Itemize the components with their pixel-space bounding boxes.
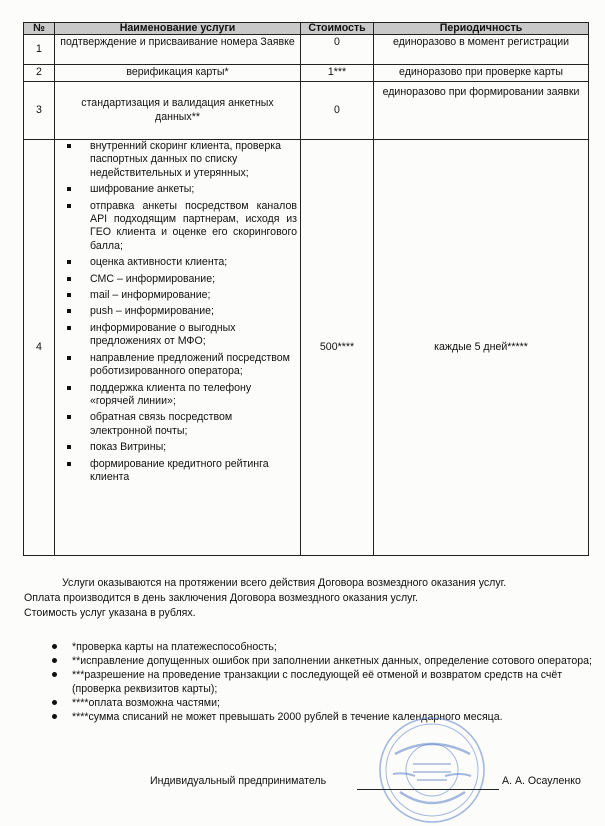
footnote-item: ***разрешение на проведение транзакции с последующей её отменой и возвратом средств на счёт (проверка реквизитов карты); [24, 668, 594, 696]
table-row [24, 140, 589, 556]
row-num: 3 [24, 82, 55, 140]
list-item: показ Витрины; [80, 441, 297, 454]
list-item: внутренний скоринг клиента, проверка паспортных данных по списку недействительных и утерянных; [80, 140, 297, 180]
table-row [24, 82, 589, 140]
list-item: оценка активности клиента; [80, 256, 297, 269]
signature-role: Индивидуальный предприниматель [150, 775, 327, 787]
footnote-item: *проверка карты на платежеспособность; [24, 640, 594, 654]
footnote-item: **исправление допущенных ошибок при заполнении анкетных данных, определение сотового оператора; [24, 654, 594, 668]
list-item: шифрование анкеты; [80, 183, 297, 196]
row-cost: 500**** [301, 140, 374, 556]
list-item: обратная связь посредством электронной почты; [80, 411, 297, 438]
row-num: 4 [24, 140, 55, 556]
row-num: 2 [24, 65, 55, 82]
list-item: направление предложений посредством роботизированного оператора; [80, 352, 297, 379]
list-item: mail – информирование; [80, 289, 297, 302]
row-period: единоразово при формировании заявки [374, 82, 589, 140]
header-name: Наименование услуги [55, 23, 301, 35]
paragraph-currency: Стоимость услуг указана в рублях. [24, 607, 196, 619]
header-cost: Стоимость [301, 23, 374, 35]
table-header-row [24, 23, 589, 35]
list-item: отправка анкеты посредством каналов API подходящим партнерам, исходя из ГЕО клиента и оценке его скорингового балла; [80, 200, 297, 254]
paragraph-term: Услуги оказываются на протяжении всего действия Договора возмездного оказания услуг. [62, 577, 507, 589]
row-cost: 0 [301, 82, 374, 140]
header-num: № [24, 23, 55, 35]
stamp-seal [375, 714, 490, 826]
row-service: стандартизация и валидация анкетных данных** [55, 82, 301, 140]
row-cost: 0 [301, 35, 374, 65]
list-item: формирование кредитного рейтинга клиента [80, 458, 297, 485]
footnote-item: ****сумма списаний не может превышать 2000 рублей в течение календарного месяца. [24, 710, 594, 724]
header-period: Периодичность [374, 23, 589, 35]
signature-line [357, 789, 499, 790]
paragraph-payment: Оплата производится в день заключения Договора возмездного оказания услуг. [24, 592, 418, 604]
list-item: СМС – информирование; [80, 273, 297, 286]
footnotes-list [24, 640, 594, 724]
footnote-item: ****оплата возможна частями; [24, 696, 594, 710]
list-item: push – информирование; [80, 305, 297, 318]
table-row [24, 65, 589, 82]
row-period: каждые 5 дней***** [374, 140, 589, 556]
list-item: поддержка клиента по телефону «горячей линии»; [80, 382, 297, 409]
row-service-list-cell [55, 140, 301, 556]
table-row [24, 35, 589, 65]
row-service: верификация карты* [55, 65, 301, 82]
row-cost: 1*** [301, 65, 374, 82]
services-table [23, 22, 589, 556]
row-service: подтверждение и присваивание номера Заявке [55, 35, 301, 65]
row-period: единоразово при проверке карты [374, 65, 589, 82]
service-list [58, 140, 297, 484]
list-item: информирование о выгодных предложениях от МФО; [80, 322, 297, 349]
signature-name: А. А. Осауленко [502, 775, 581, 787]
row-period: единоразово в момент регистрации [374, 35, 589, 65]
row-num: 1 [24, 35, 55, 65]
